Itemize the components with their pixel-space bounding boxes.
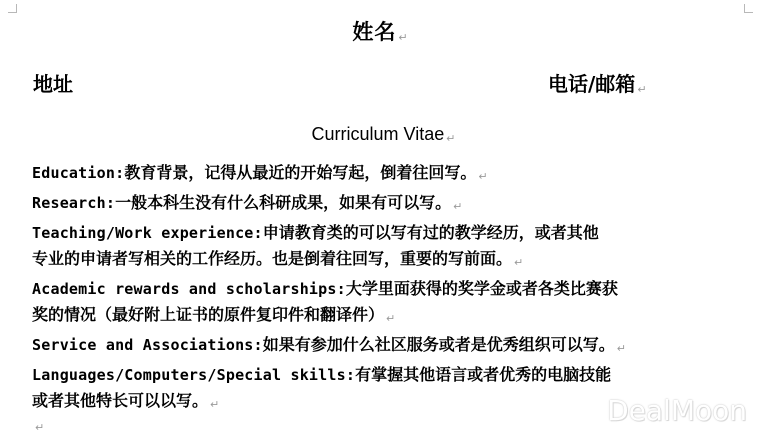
section-teaching-work-continuation[interactable] [32, 246, 732, 276]
section-service[interactable] [32, 332, 732, 362]
paragraph-mark-icon: ↵ [446, 133, 456, 145]
section-text: 教育背景，记得从最近的开始写起，倒着往回写。 [124, 163, 477, 182]
cv-body[interactable] [32, 160, 732, 418]
section-rewards[interactable] [32, 276, 732, 302]
paragraph-mark-icon: ↵ [398, 31, 409, 44]
paragraph-mark-icon: ↵ [210, 398, 220, 411]
section-research[interactable] [32, 190, 732, 220]
watermark-logo: DealMoon [607, 394, 747, 427]
section-text: 奖的情况（最好附上证书的原件复印件和翻译件） [32, 305, 385, 324]
paragraph-mark-icon: ↵ [453, 200, 463, 213]
paragraph-mark-icon: ↵ [637, 83, 647, 96]
address-heading[interactable] [33, 68, 73, 97]
section-skills[interactable] [32, 362, 732, 388]
paragraph-mark-icon: ↵ [616, 342, 627, 355]
section-text: 一般本科生没有什么科研成果，如果有可以写。 [115, 193, 452, 212]
empty-paragraph[interactable] [33, 414, 44, 434]
paragraph-mark-icon: ↵ [514, 256, 524, 269]
section-text: 申请教育类的可以写有过的教学经历，或者其他 [262, 223, 599, 242]
cv-title[interactable] [0, 124, 761, 145]
section-rewards-continuation[interactable] [32, 302, 732, 332]
section-education[interactable] [32, 160, 732, 190]
section-label: Academic rewards and scholarships: [32, 280, 346, 298]
resume-name-heading[interactable] [0, 16, 761, 46]
section-text: 专业的申请者写相关的工作经历。也是倒着往回写，重要的写前面。 [32, 249, 513, 268]
address-text: 地址 [33, 72, 73, 96]
section-label: Service and Associations: [32, 336, 263, 354]
margin-corner-mark [8, 4, 17, 13]
section-text: 如果有参加什么社区服务或者是优秀组织可以写。 [262, 335, 615, 354]
section-text: 有掌握其他语言或者优秀的电脑技能 [355, 365, 612, 384]
paragraph-mark-icon: ↵ [35, 421, 45, 434]
paragraph-mark-icon: ↵ [478, 170, 488, 183]
cv-title-text: Curriculum Vitae [311, 124, 445, 144]
name-text: 姓名 [352, 20, 397, 44]
section-teaching-work[interactable] [32, 220, 732, 246]
paragraph-mark-icon: ↵ [386, 312, 396, 325]
section-label: Teaching/Work experience: [32, 224, 263, 242]
section-text: 大学里面获得的奖学金或者各类比赛获 [345, 279, 618, 298]
section-text: 或者其他特长可以以写。 [32, 391, 209, 410]
section-label: Research: [32, 194, 116, 212]
contact-heading[interactable] [548, 68, 647, 97]
margin-corner-mark [744, 4, 753, 13]
section-label: Education: [32, 164, 125, 182]
section-label: Languages/Computers/Special skills: [32, 366, 356, 384]
contact-text: 电话/邮箱 [548, 72, 636, 96]
